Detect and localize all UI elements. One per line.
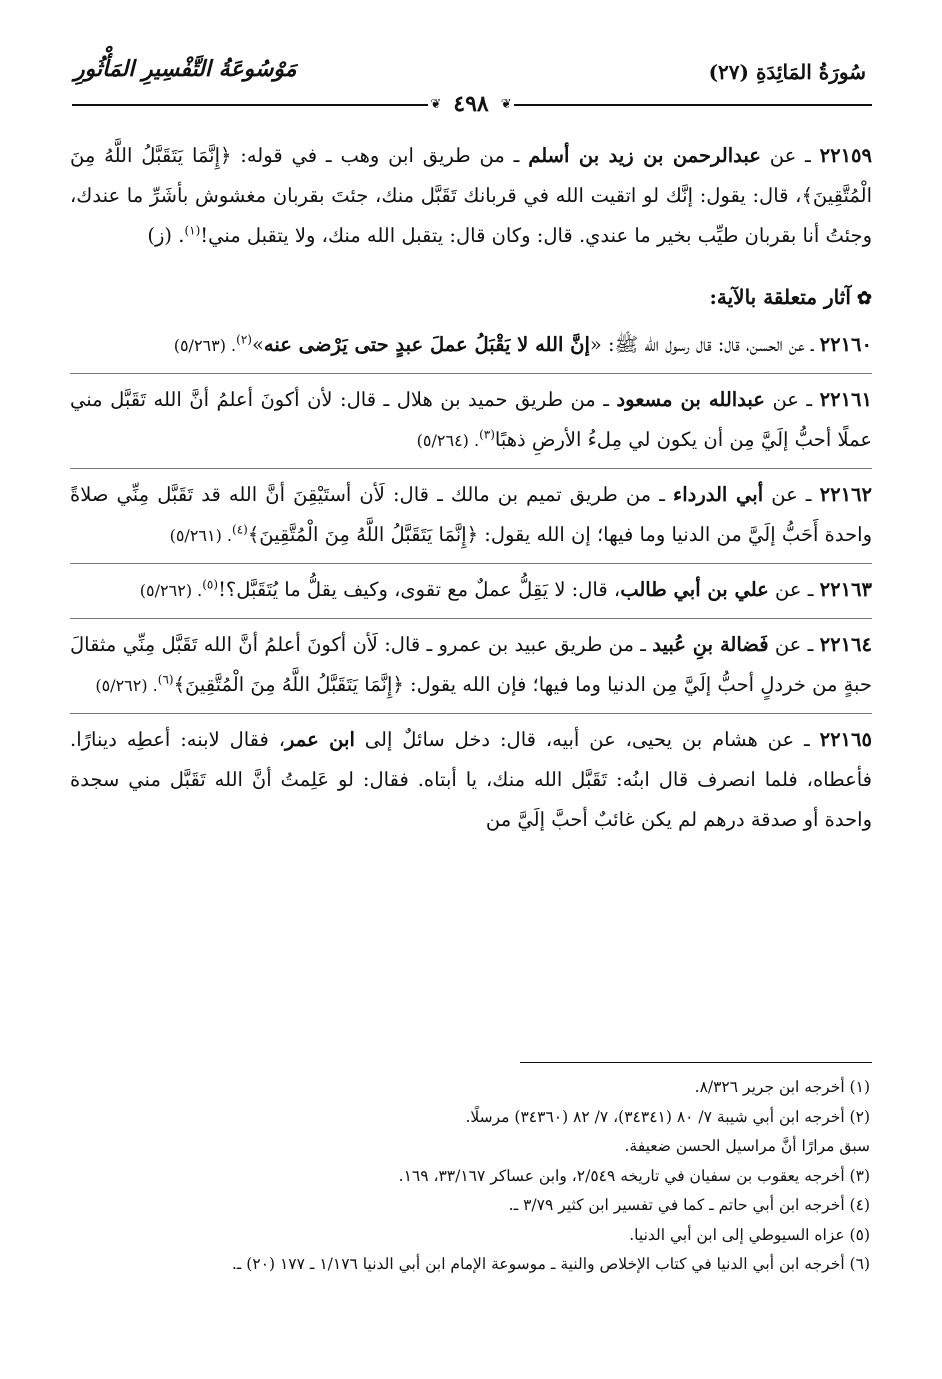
narrator-name: عبدالله بن مسعود xyxy=(616,388,765,411)
entry-number: ٢٢١٦١ xyxy=(819,388,873,411)
entry-text-end: » xyxy=(251,333,264,356)
volume-page-ref: . (٥/٢٦٤) xyxy=(416,431,480,450)
narrator-name: عبدالرحمن بن زيد بن أسلم xyxy=(528,144,761,167)
flower-icon: ✿ xyxy=(856,288,872,309)
entry-text-pre: ـ عن هشام بن يحيى، عن أبيه، قال: دخل سائلٌ إلى xyxy=(354,728,820,751)
section-heading xyxy=(70,277,872,319)
tafsir-entry xyxy=(70,136,872,263)
narrator-name: ابن عمر xyxy=(285,728,355,751)
footnote: (٦) أخرجه ابن أبي الدنيا في كتاب الإخلاص والنية ـ موسوعة الإمام ابن أبي الدنيا ١/١٧٦ ـ ١٧٧ (٢٠) ـ. xyxy=(231,1255,870,1273)
entry-text: ـ من طريق تميم بن مالك ـ قال: لَأن أستَيْقِنَ أنَّ الله قد تَقَبَّل مِنِّي صلاةً واحدة أَحَبُّ إلَيَّ من الدنيا وما فيها؛ إن الله يقول: ﴿إِنَّمَا يَتَقَبَّلُ اللَّهُ مِنَ الْمُتَّقِينَ﴾ xyxy=(70,483,872,546)
volume-page-ref: . (٥/٢٦٢) xyxy=(95,676,158,695)
athar-entry xyxy=(70,713,872,847)
entry-text-pre: ـ عن xyxy=(760,144,820,167)
hadith-text: إنَّ الله لا يَقْبَلُ عملَ عبدٍ حتى يَرْضى عنه xyxy=(263,333,590,356)
entry-number: ٢٢١٦٠ xyxy=(819,333,872,356)
narrator-name: أبي الدرداء xyxy=(673,483,764,506)
entry-number: ٢٢١٥٩ xyxy=(819,144,872,167)
page-body xyxy=(70,136,872,847)
book-title-header: مَوْسُوعَةُ التَّفْسِيرِ المَأْثُورِ xyxy=(74,56,297,82)
footnote-ref[interactable]: (٤) xyxy=(232,522,248,537)
entry-text: ـ عن الحسن، قال: قال رسول الله ﷺ: « xyxy=(589,333,820,356)
footnote: سبق مرارًا أنَّ مراسيل الحسن ضعيفة. xyxy=(624,1137,870,1155)
footnote: (٥) عزاه السيوطي إلى ابن أبي الدنيا. xyxy=(629,1225,870,1244)
athar-entry xyxy=(70,563,872,618)
entry-text-pre: ـ عن xyxy=(768,633,820,656)
surah-header: سُورَةُ المَائِدَةِ (٢٧) xyxy=(708,60,866,84)
entry-number: ٢٢١٦٢ xyxy=(819,483,872,506)
section-heading-text: آثار متعلقة بالآية: xyxy=(709,285,851,309)
footnote-ref[interactable]: (١) xyxy=(184,223,201,238)
footnotes xyxy=(70,1073,870,1280)
footnote-ref[interactable]: (٦) xyxy=(157,672,174,687)
entry-text-pre: ـ عن xyxy=(764,388,820,411)
athar-entry xyxy=(70,618,872,713)
entry-text: ـ من طريق عبيد بن عمرو ـ قال: لَأن أكونَ أعلمُ أنَّ الله تَقَبَّل مِنِّي مثقالَ حبةٍ من خردلٍ أحبُّ إلَيَّ مِن الدنيا وما فيها؛ فإن الله يقول: ﴿إِنَّمَا يَتَقَبَّلُ اللَّهُ مِنَ الْمُتَّقِينَ﴾ xyxy=(70,633,872,696)
athar-entry xyxy=(70,468,872,563)
entry-number: ٢٢١٦٤ xyxy=(819,633,873,656)
page-number-block xyxy=(0,90,942,118)
footnote: (١) أخرجه ابن جرير ٨/٣٢٦. xyxy=(694,1078,870,1096)
footnote: (٣) أخرجه يعقوب بن سفيان في تاريخه ٢/٥٤٩، وابن عساكر ٣٣/١٦٧، ١٦٩. xyxy=(398,1166,870,1185)
footnote-ref[interactable]: (٥) xyxy=(202,577,219,592)
narrator-name: فَضالة بنِ عُبيد xyxy=(652,633,769,656)
entry-text: ـ من طريق حميد بن هلال ـ قال: لأن أكونَ أعلمُ أنَّ الله تَقَبَّل مني عملًا أحبُّ إلَيَّ مِن أن يكون لي مِلءُ الأرضِ ذهبًا xyxy=(70,388,872,451)
entry-text: ، فقال لابنه: أعطِه دينارًا. فأعطاه، فلما انصرف قال ابنُه: تَقَبَّل الله منك، يا أبتاه. فقال: لو عَلِمتُ أنَّ الله تَقَبَّل مني سجدة واحدة أو صدقة درهم لم يكن غائبٌ أحبَّ إلَيَّ من xyxy=(70,728,872,831)
page-ornament-left-icon: ❦ xyxy=(430,96,442,112)
page-number: ٤٩٨ xyxy=(443,90,498,118)
footnote: (٢) أخرجه ابن أبي شيبة ٧/ ٨٠ (٣٤٣٤١)، ٧/ ٨٢ (٣٤٣٦٠) مرسلًا. xyxy=(465,1107,870,1126)
footnote-ref[interactable]: (٢) xyxy=(236,332,252,347)
volume-page-ref: . (٥/٢٦٢) xyxy=(139,581,203,600)
entry-text: ، قال: لا يَقِلُّ عملٌ مع تقوى، وكيف يقلُّ ما يُتَقَبَّل؟! xyxy=(218,578,621,601)
volume-page-ref: . (٥/٢٦٣) xyxy=(173,336,237,355)
footnote-rule xyxy=(520,1062,872,1063)
athar-entry xyxy=(70,373,872,468)
volume-page-ref: . (٥/٢٦١) xyxy=(169,526,233,545)
entry-text: ـ من طريق ابن وهب ـ في قوله: ﴿إِنَّمَا يَتَقَبَّلُ اللَّهُ مِنَ الْمُتَّقِينَ﴾، قال: يقول: إنَّك لو اتقيت الله في قربانك تَقَبَّل منك، جئتَ بقربان مغشوش بأشَرِّ ما عندك، وجئتُ أنا بقربان طيِّب بخير ما عندي. قال: وكان قال: يتقبل الله منك، ولا يتقبل مني! xyxy=(70,144,872,247)
entry-text-pre: ـ عن xyxy=(763,483,820,506)
footnote: (٤) أخرجه ابن أبي حاتم ـ كما في تفسير ابن كثير ٣/٧٩ ـ. xyxy=(508,1196,870,1214)
entry-text-pre: ـ عن xyxy=(768,578,820,601)
entry-number: ٢٢١٦٣ xyxy=(819,578,872,601)
athar-entry xyxy=(70,325,872,373)
entry-number: ٢٢١٦٥ xyxy=(819,728,872,751)
entry-tail: . (ز) xyxy=(147,224,185,247)
footnote-ref[interactable]: (٣) xyxy=(479,427,495,442)
narrator-name: علي بن أبي طالب xyxy=(620,578,769,601)
page-ornament-right-icon: ❦ xyxy=(500,96,512,112)
